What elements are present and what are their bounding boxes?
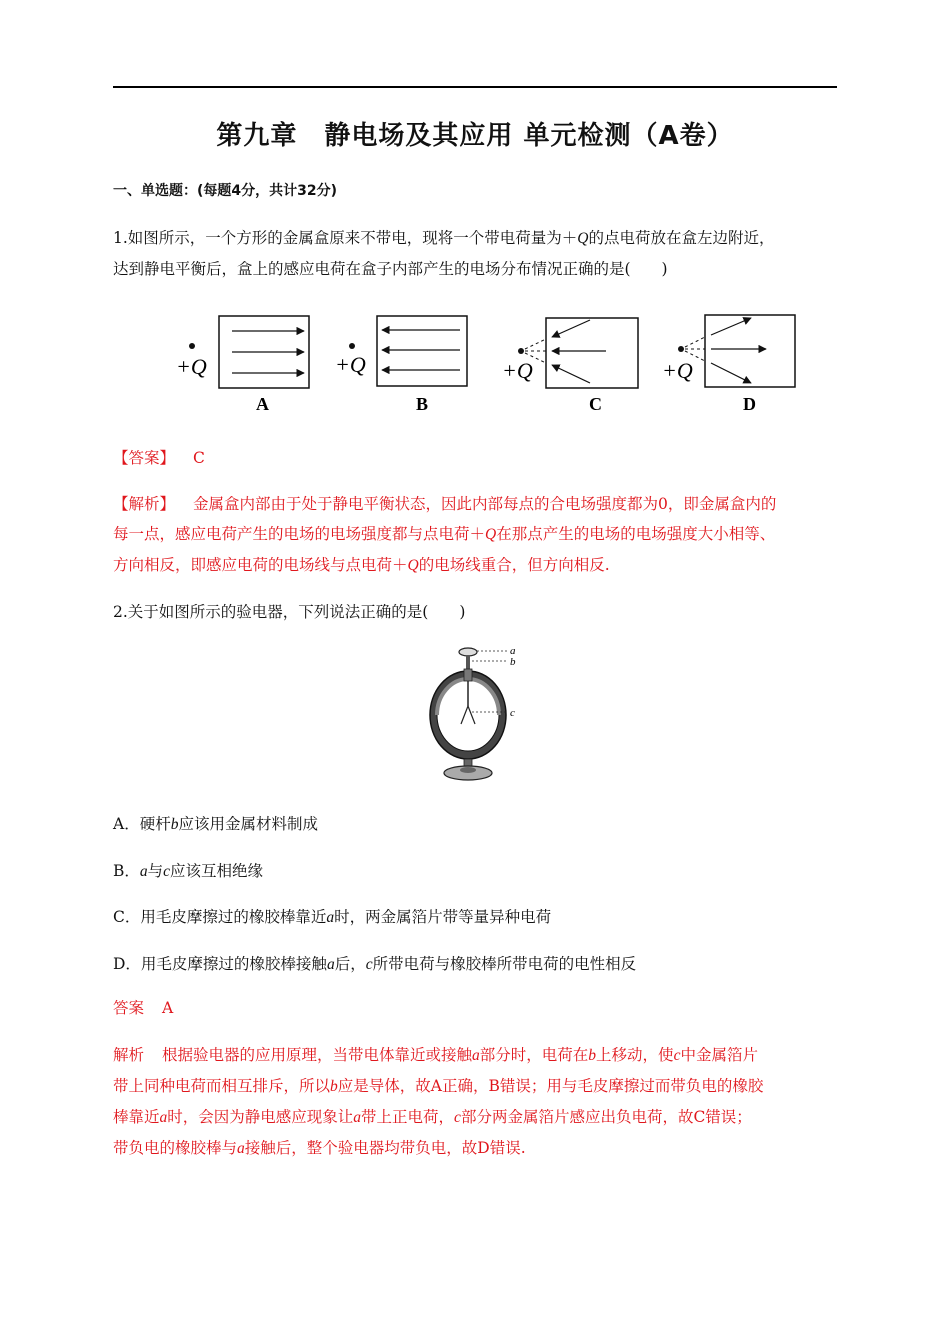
figure-a (176, 316, 309, 414)
question-2-analysis: 解析 根据验电器的应用原理，当带电体靠近或接触a部分时，电荷在b上移动，使c中金属箔片 带上同种电荷而相互排斥，所以b应是导体，故A正确，B错误；用与毛皮摩擦过而带负电的橡胶 棒靠近a时，会因为静电感应现象让a带上正电荷，c部分两金属箔片感应出负电荷，故C错误； 带负电的橡胶棒与a接触后，整个验电器均带负电，故D错误. (113, 1046, 764, 1157)
question-1-figure (170, 306, 810, 418)
header-rule (113, 86, 837, 88)
charge-label-b: +Q (335, 352, 366, 377)
question-2-stem: 2.关于如图所示的验电器，下列说法正确的是( ) (113, 603, 466, 621)
question-1-answer: 【答案】 C (113, 449, 205, 467)
question-1-analysis: 【解析】 金属盒内部由于处于静电平衡状态，因此内部每点的合电场强度都为0，即金属盒内的 每一点，感应电荷产生的电场的电场强度都与点电荷＋Q在那点产生的电场的电场强度大小相等、 方向相反，即感应电荷的电场线与点电荷＋Q的电场线重合，但方向相反. (113, 495, 777, 574)
charge-label-d: +Q (662, 358, 693, 383)
option-a[interactable]: A．硬杆b应该用金属材料制成 (113, 815, 318, 833)
figure-label-a: A (256, 394, 269, 414)
figure-label-b: B (416, 394, 429, 414)
label-c: c (510, 707, 515, 719)
charge-label-c: +Q (502, 358, 533, 383)
figure-label-c: C (589, 394, 602, 414)
label-a: a (510, 645, 516, 657)
option-b[interactable]: B．a与c应该互相绝缘 (113, 862, 264, 880)
charge-label-a: +Q (176, 354, 207, 379)
section-heading: 一、单选题：(每题4分，共计32分) (113, 183, 338, 199)
electroscope-figure (420, 642, 530, 784)
figure-b (335, 316, 467, 414)
figure-label-d: D (743, 394, 756, 414)
figure-d (662, 315, 795, 414)
option-d[interactable]: D．用毛皮摩擦过的橡胶棒接触a后，c所带电荷与橡胶棒所带电荷的电性相反 (113, 955, 637, 973)
label-b: b (510, 656, 516, 668)
question-2-answer: 答案 A (113, 999, 174, 1017)
option-c[interactable]: C．用毛皮摩擦过的橡胶棒靠近a时，两金属箔片带等量异种电荷 (113, 908, 552, 926)
page-title: 第九章 静电场及其应用 单元检测（A卷） (216, 121, 734, 151)
figure-c (502, 318, 638, 414)
question-1-stem: 1.如图所示，一个方形的金属盒原来不带电，现将一个带电荷量为＋Q的点电荷放在盒左边附近， 达到静电平衡后，盒上的感应电荷在盒子内部产生的电场分布情况正确的是( ) (113, 229, 775, 278)
